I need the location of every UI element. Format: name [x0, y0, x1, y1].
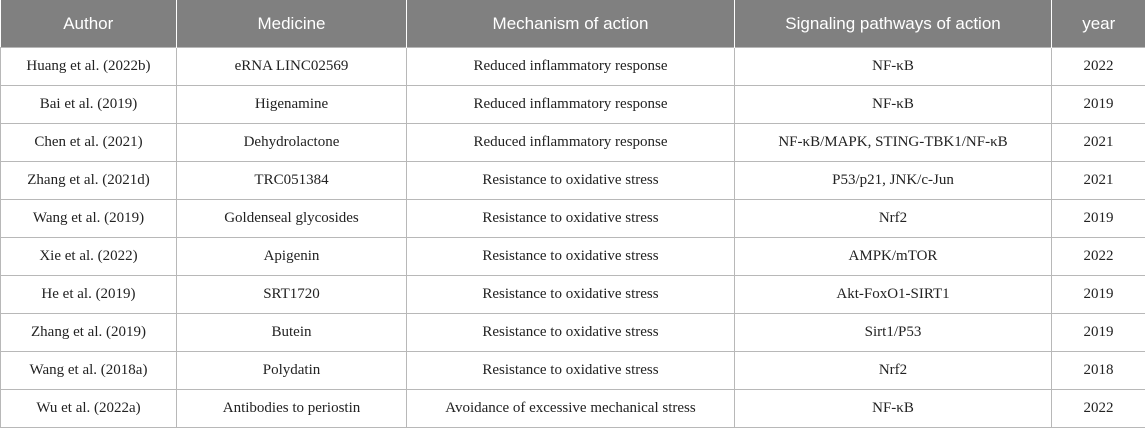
cell-year: 2019 [1052, 276, 1145, 314]
cell-year: 2022 [1052, 48, 1145, 86]
table-row [1, 48, 1145, 86]
cell-year: 2022 [1052, 390, 1145, 428]
cell-signaling-pathway: NF-κB/MAPK, STING-TBK1/NF-κB [735, 124, 1052, 162]
cell-signaling-pathway: P53/p21, JNK/c-Jun [735, 162, 1052, 200]
table-row [1, 124, 1145, 162]
cell-year: 2022 [1052, 238, 1145, 276]
cell-medicine: Apigenin [177, 238, 407, 276]
cell-author: Wang et al. (2018a) [1, 352, 177, 390]
header-year: year [1052, 0, 1145, 48]
cell-mechanism: Resistance to oxidative stress [407, 238, 735, 276]
table-row [1, 390, 1145, 428]
cell-author: Xie et al. (2022) [1, 238, 177, 276]
cell-signaling-pathway: Akt-FoxO1-SIRT1 [735, 276, 1052, 314]
cell-year: 2018 [1052, 352, 1145, 390]
cell-mechanism: Reduced inflammatory response [407, 48, 735, 86]
cell-mechanism: Reduced inflammatory response [407, 86, 735, 124]
cell-medicine: Goldenseal glycosides [177, 200, 407, 238]
cell-author: Zhang et al. (2021d) [1, 162, 177, 200]
cell-signaling-pathway: Nrf2 [735, 200, 1052, 238]
table-row [1, 352, 1145, 390]
header-medicine: Medicine [177, 0, 407, 48]
cell-medicine: Antibodies to periostin [177, 390, 407, 428]
header-signaling-pathways: Signaling pathways of action [735, 0, 1052, 48]
cell-signaling-pathway: NF-κB [735, 390, 1052, 428]
cell-year: 2021 [1052, 124, 1145, 162]
cell-year: 2019 [1052, 200, 1145, 238]
cell-medicine: Higenamine [177, 86, 407, 124]
cell-year: 2019 [1052, 86, 1145, 124]
table-header [1, 0, 1145, 48]
table-row [1, 276, 1145, 314]
cell-author: Chen et al. (2021) [1, 124, 177, 162]
cell-year: 2019 [1052, 314, 1145, 352]
header-author: Author [1, 0, 177, 48]
cell-author: Wu et al. (2022a) [1, 390, 177, 428]
cell-year: 2021 [1052, 162, 1145, 200]
cell-mechanism: Resistance to oxidative stress [407, 352, 735, 390]
cell-medicine: Polydatin [177, 352, 407, 390]
cell-signaling-pathway: NF-κB [735, 48, 1052, 86]
table-body [1, 48, 1145, 428]
cell-signaling-pathway: Nrf2 [735, 352, 1052, 390]
cell-medicine: TRC051384 [177, 162, 407, 200]
table-row [1, 238, 1145, 276]
cell-author: Bai et al. (2019) [1, 86, 177, 124]
cell-signaling-pathway: AMPK/mTOR [735, 238, 1052, 276]
table-row [1, 162, 1145, 200]
header-row [1, 0, 1145, 48]
table-row [1, 86, 1145, 124]
table-row [1, 200, 1145, 238]
header-mechanism: Mechanism of action [407, 0, 735, 48]
cell-author: Zhang et al. (2019) [1, 314, 177, 352]
cell-author: Huang et al. (2022b) [1, 48, 177, 86]
cell-medicine: eRNA LINC02569 [177, 48, 407, 86]
cell-mechanism: Avoidance of excessive mechanical stress [407, 390, 735, 428]
cell-mechanism: Resistance to oxidative stress [407, 200, 735, 238]
cell-author: Wang et al. (2019) [1, 200, 177, 238]
cell-medicine: Butein [177, 314, 407, 352]
cell-author: He et al. (2019) [1, 276, 177, 314]
cell-signaling-pathway: NF-κB [735, 86, 1052, 124]
cell-medicine: Dehydrolactone [177, 124, 407, 162]
cell-mechanism: Reduced inflammatory response [407, 124, 735, 162]
table-row [1, 314, 1145, 352]
cell-medicine: SRT1720 [177, 276, 407, 314]
cell-mechanism: Resistance to oxidative stress [407, 162, 735, 200]
cell-mechanism: Resistance to oxidative stress [407, 314, 735, 352]
cell-mechanism: Resistance to oxidative stress [407, 276, 735, 314]
cell-signaling-pathway: Sirt1/P53 [735, 314, 1052, 352]
